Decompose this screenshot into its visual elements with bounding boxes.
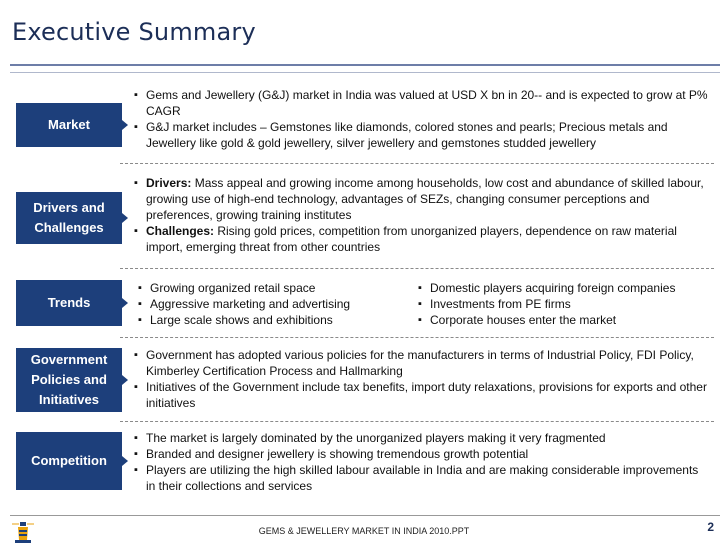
trends-content bbox=[134, 280, 709, 328]
arrow-icon bbox=[122, 456, 128, 466]
arrow-icon bbox=[122, 298, 128, 308]
list-item: ▪ Investments from PE firms bbox=[418, 296, 698, 312]
drivers-text: Mass appeal and growing income among households, low cost and abundance of skilled labour, growing use of high-end technology, advantages of SEZs, changing consumer perceptions and preferences, growing training institutes bbox=[146, 176, 704, 222]
section-divider bbox=[120, 337, 714, 338]
list-item: ▪ Initiatives of the Government include tax benefits, import duty relaxations, provisions for exports and other initiatives bbox=[134, 379, 709, 411]
section-divider bbox=[120, 268, 714, 269]
section-label-competition: Competition bbox=[16, 432, 122, 490]
title-divider-thin bbox=[10, 72, 720, 73]
government-content bbox=[134, 347, 709, 411]
competition-content bbox=[134, 430, 709, 494]
list-item: ▪ The market is largely dominated by the unorganized players making it very fragmented bbox=[134, 430, 709, 446]
drivers-content bbox=[134, 175, 709, 255]
section-label-drivers: Drivers and Challenges bbox=[16, 192, 122, 244]
list-item: ▪ Large scale shows and exhibitions bbox=[138, 312, 418, 328]
page-number: 2 bbox=[707, 520, 714, 534]
footer-divider bbox=[10, 515, 720, 516]
list-item bbox=[134, 175, 709, 223]
arrow-icon bbox=[122, 213, 128, 223]
section-label-market: Market bbox=[16, 103, 122, 147]
list-item: ▪ Government has adopted various policies for the manufacturers in terms of Industrial Policy, FDI Policy, Kimberley Certification Process and Hallmarking bbox=[134, 347, 709, 379]
list-item: ▪ Aggressive marketing and advertising bbox=[138, 296, 418, 312]
footer-title: GEMS & JEWELLERY MARKET IN INDIA 2010.PPT bbox=[258, 526, 470, 536]
arrow-icon bbox=[122, 375, 128, 385]
list-item: ▪ Growing organized retail space bbox=[138, 280, 418, 296]
section-label-trends: Trends bbox=[16, 280, 122, 326]
drivers-heading: Drivers: bbox=[146, 176, 192, 190]
list-item: ▪ G&J market includes – Gemstones like diamonds, colored stones and pearls; Precious metals and Jewellery like gold & gold jewellery, silver jewellery and gemstones studded jewellery bbox=[134, 119, 709, 151]
arrow-icon bbox=[122, 120, 128, 130]
challenges-heading: Challenges: bbox=[146, 224, 215, 238]
list-item: ▪ Branded and designer jewellery is showing tremendous growth potential bbox=[134, 446, 709, 462]
section-label-government: Government Policies and Initiatives bbox=[16, 348, 122, 412]
section-divider bbox=[120, 421, 714, 422]
list-item: ▪ Gems and Jewellery (G&J) market in India was valued at USD X bn in 20-- and is expected to grow at P% CAGR bbox=[134, 87, 709, 119]
list-item bbox=[134, 223, 709, 255]
list-item: ▪ Domestic players acquiring foreign companies bbox=[418, 280, 698, 296]
section-divider bbox=[120, 163, 714, 164]
challenges-text: Rising gold prices, competition from unorganized players, dependence on raw material import, emerging threat from other countries bbox=[146, 224, 677, 254]
page-title: Executive Summary bbox=[12, 18, 256, 46]
list-item: ▪ Corporate houses enter the market bbox=[418, 312, 698, 328]
market-content bbox=[134, 87, 709, 151]
list-item: ▪ Players are utilizing the high skilled labour available in India and are making considerable improvements in their collections and services bbox=[134, 462, 709, 494]
title-divider bbox=[10, 64, 720, 66]
